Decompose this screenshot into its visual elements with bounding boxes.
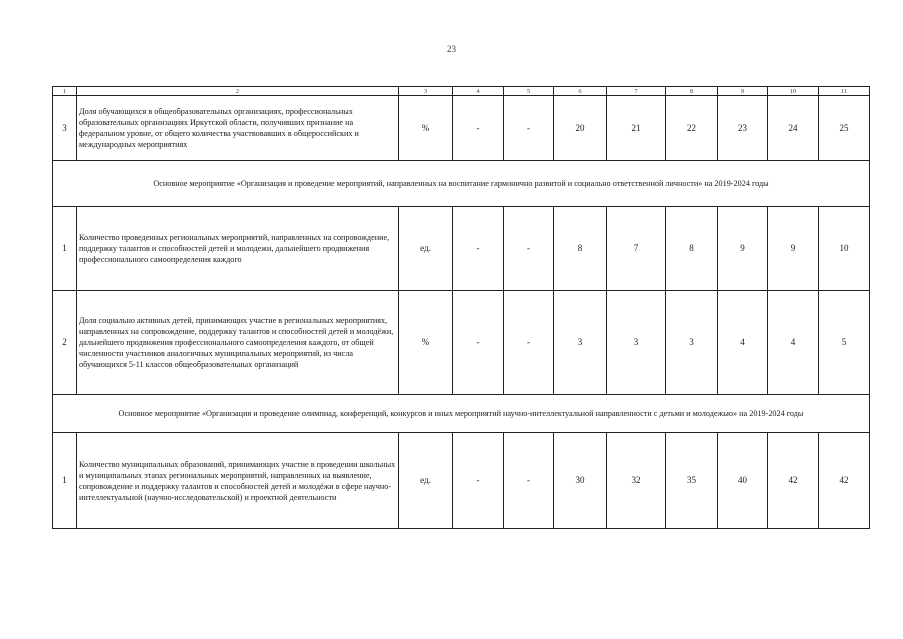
row-number: 1	[53, 433, 77, 529]
unit-cell: %	[399, 291, 453, 395]
value-cell: 3	[666, 291, 718, 395]
column-number: 2	[77, 87, 399, 96]
value-cell: -	[504, 96, 554, 161]
section-title: Основное мероприятие «Организация и проведение мероприятий, направленных на воспитание гармонично развитой и социально ответственной личности» на 2019-2024 годы	[53, 161, 870, 207]
value-cell: 7	[607, 207, 666, 291]
value-cell: 8	[666, 207, 718, 291]
table-row	[53, 433, 870, 529]
column-number: 9	[718, 87, 768, 96]
value-cell: -	[453, 433, 504, 529]
value-cell: 3	[554, 291, 607, 395]
value-cell: 25	[819, 96, 870, 161]
value-cell: 23	[718, 96, 768, 161]
column-number: 7	[607, 87, 666, 96]
value-cell: -	[504, 207, 554, 291]
column-number: 8	[666, 87, 718, 96]
value-cell: 3	[607, 291, 666, 395]
column-numbers-row	[53, 87, 870, 96]
column-number: 11	[819, 87, 870, 96]
value-cell: 40	[718, 433, 768, 529]
indicator-description: Количество проведенных региональных мероприятий, направленных на сопровождение, поддержку талантов и способностей детей и молодежи, дальнейшего продвижения профессионального самоопределения каждого	[77, 207, 399, 291]
table-row	[53, 207, 870, 291]
value-cell: 8	[554, 207, 607, 291]
unit-cell: ед.	[399, 207, 453, 291]
value-cell: 4	[718, 291, 768, 395]
row-number: 3	[53, 96, 77, 161]
value-cell: 42	[768, 433, 819, 529]
indicator-description: Доля социально активных детей, принимающих участие в региональных мероприятиях, направленных на сопровождение, поддержку талантов и способностей детей и молодёжи, дальнейшего продвижения профессионального самоопределения каждого, от общей численности участников аналогичных муниципальных мероприятий, из числа обучающихся 5-11 классов общеобразовательных организаций	[77, 291, 399, 395]
value-cell: 9	[718, 207, 768, 291]
value-cell: 4	[768, 291, 819, 395]
column-number: 10	[768, 87, 819, 96]
value-cell: 20	[554, 96, 607, 161]
table-row	[53, 96, 870, 161]
value-cell: -	[453, 207, 504, 291]
value-cell: 22	[666, 96, 718, 161]
unit-cell: %	[399, 96, 453, 161]
page-number: 23	[447, 44, 456, 54]
value-cell: 10	[819, 207, 870, 291]
row-number: 1	[53, 207, 77, 291]
value-cell: 32	[607, 433, 666, 529]
value-cell: 35	[666, 433, 718, 529]
column-number: 4	[453, 87, 504, 96]
column-number: 5	[504, 87, 554, 96]
unit-cell: ед.	[399, 433, 453, 529]
value-cell: 21	[607, 96, 666, 161]
value-cell: -	[504, 433, 554, 529]
indicator-description: Доля обучающихся в общеобразовательных организациях, профессиональных образовательных организациях Иркутской области, получивших признание на федеральном уровне, от общего количества участвовавших в общероссийских и международных мероприятиях	[77, 96, 399, 161]
value-cell: 30	[554, 433, 607, 529]
table-row	[53, 291, 870, 395]
value-cell: 9	[768, 207, 819, 291]
section-row	[53, 161, 870, 207]
indicator-description: Количество муниципальных образований, принимающих участие в проведении школьных и муниципальных этапах региональных мероприятий, направленных на выявление, сопровождение и поддержку талантов и способностей детей и молодёжи в сфере научно-интеллектуальной (научно-исследовательской) и проектной деятельности	[77, 433, 399, 529]
column-number: 3	[399, 87, 453, 96]
row-number: 2	[53, 291, 77, 395]
section-row	[53, 395, 870, 433]
section-title: Основное мероприятие «Организация и проведение олимпиад, конференций, конкурсов и иных мероприятий научно-интеллектуальной направленности с детьми и молодежью» на 2019-2024 годы	[53, 395, 870, 433]
column-number: 1	[53, 87, 77, 96]
value-cell: -	[453, 96, 504, 161]
column-number: 6	[554, 87, 607, 96]
indicators-table	[52, 86, 870, 529]
value-cell: -	[453, 291, 504, 395]
value-cell: 5	[819, 291, 870, 395]
value-cell: -	[504, 291, 554, 395]
value-cell: 42	[819, 433, 870, 529]
value-cell: 24	[768, 96, 819, 161]
